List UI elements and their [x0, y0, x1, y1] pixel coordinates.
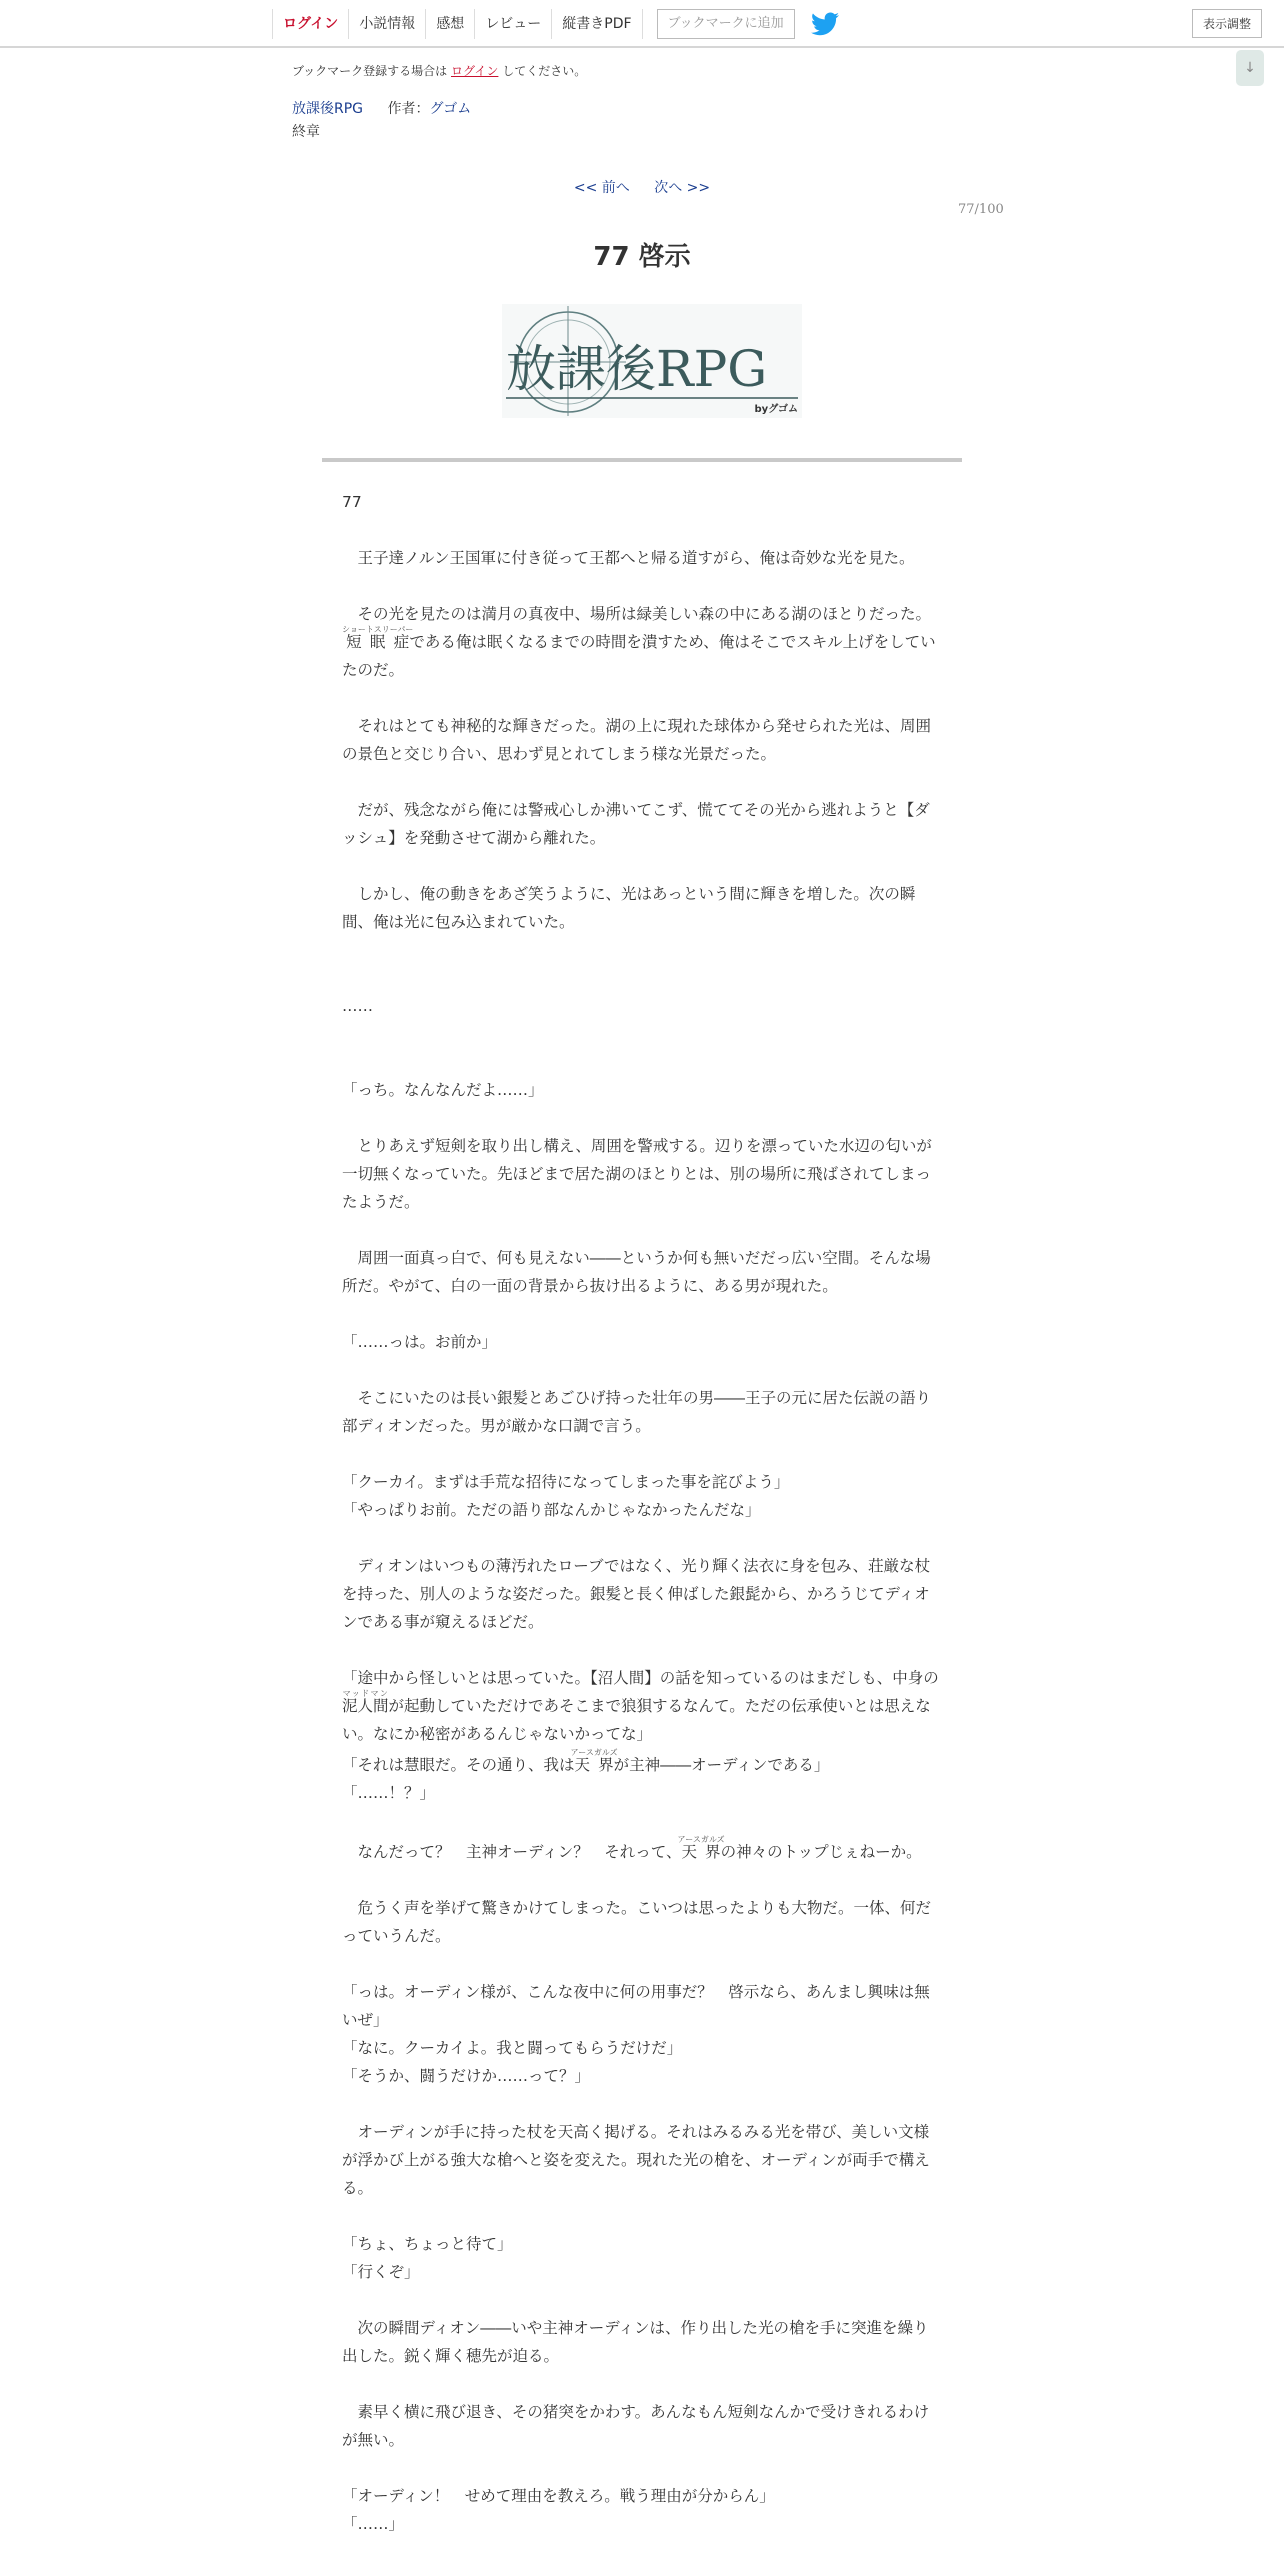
body-paragraph: それはとても神秘的な輝きだった。湖の上に現れた球体から発せられた光は、周囲の景色と交じり合い、思わず見とれてしまう様な光景だった。	[342, 717, 932, 763]
title-divider	[322, 458, 962, 462]
episode-pager	[0, 177, 1284, 197]
body-paragraph: だが、残念ながら俺には警戒心しか沸いてこず、慌ててその光から逃れようと【ダッシュ】を発動させて湖から離れた。	[342, 801, 930, 847]
next-episode-link[interactable]: 次へ >>	[654, 180, 711, 196]
body-paragraph: 「っち。なんなんだよ……」	[342, 1081, 544, 1099]
body-paragraph: 「クーカイ。まずは手荒な招待になってしまった事を詫びよう」	[342, 1473, 790, 1491]
banner-byline: byグゴム	[754, 404, 798, 415]
bookmark-login-note	[292, 62, 586, 79]
episode-count: 77/100	[958, 202, 1004, 217]
ruby-mudman: 泥人間マッドマン	[342, 1689, 389, 1715]
body-paragraph: 77	[342, 493, 362, 511]
main-nav	[272, 8, 839, 40]
body-paragraph: 「っは。オーディン様が、こんな夜中に何の用事だ？ 啓示なら、あんまし興味は無いぜ」	[342, 1983, 930, 2029]
vertical-pdf-link[interactable]: 縦書きPDF	[551, 9, 642, 39]
novel-info-line	[292, 98, 471, 118]
display-settings-button[interactable]: 表示調整	[1192, 9, 1262, 38]
login-note-link[interactable]: ログイン	[451, 64, 499, 78]
body-paragraph: 「行くぞ」	[342, 2263, 420, 2281]
review-link[interactable]: レビュー	[474, 9, 551, 39]
title-banner-image	[502, 304, 802, 418]
body-paragraph: その光を見たのは満月の真夜中、場所は緑美しい森の中にある湖のほとりだった。短眠症ショートスリーパーである俺は眠くなるまでの時間を潰すため、俺はそこでスキル上げをしていたのだ。	[342, 605, 936, 679]
body-paragraph: 王子達ノルン王国軍に付き従って王都へと帰る道すがら、俺は奇妙な光を見た。	[342, 549, 915, 567]
novel-info-link[interactable]: 小説情報	[348, 9, 425, 39]
ruby-asgard: 天界アースガルズ	[570, 1748, 618, 1774]
body-paragraph: ディオンはいつもの薄汚れたローブではなく、光り輝く法衣に身を包み、荘厳な杖を持った、別人のような姿だった。銀髪と長く伸ばした銀髭から、かろうじてディオンである事が窺えるほどだ。	[342, 1557, 931, 1631]
body-paragraph: 「オーディン！ せめて理由を教えろ。戦う理由が分からん」	[342, 2487, 775, 2505]
body-paragraph: そこにいたのは長い銀髪とあごひげ持った壮年の男――王子の元に居た伝説の語り部ディオンだった。男が厳かな口調で言う。	[342, 1389, 932, 1435]
body-paragraph: しかし、俺の動きをあざ笑うように、光はあっという間に輝きを増した。次の瞬間、俺は光に包み込まれていた。	[342, 885, 916, 931]
body-paragraph: 「……っは。お前か」	[342, 1333, 498, 1351]
chapter-name: 終章	[292, 124, 320, 140]
scroll-down-arrow-icon[interactable]: ↓	[1236, 50, 1264, 86]
login-link[interactable]: ログイン	[272, 9, 348, 39]
body-paragraph: 周囲一面真っ白で、何も見えない――というか何も無いだだっ広い空間。そんな場所だ。やがて、白の一面の背景から抜け出るように、ある男が現れた。	[342, 1249, 931, 1295]
login-note-text-end: してください。	[502, 64, 587, 78]
prev-episode-link[interactable]: << 前へ	[573, 180, 630, 196]
body-paragraph: オーディンが手に持った杖を天高く掲げる。それはみるみる光を帯び、美しい文様が浮かび上がる強大な槍へと姿を変えた。現れた光の槍を、オーディンが両手で構える。	[342, 2123, 930, 2197]
body-paragraph: 「……」	[342, 2515, 405, 2533]
banner-title-text: 放課後RPG	[506, 340, 768, 398]
body-paragraph: 「それは慧眼だ。その通り、我は天界アースガルズが主神――オーディンである」	[342, 1748, 830, 1774]
twitter-bird-icon[interactable]	[811, 12, 839, 36]
episode-title: 77 啓示	[593, 242, 691, 272]
body-paragraph: 素早く横に飛び退き、その猪突をかわす。あんなもん短剣なんかで受けきれるわけが無い。	[342, 2403, 930, 2449]
impressions-link[interactable]: 感想	[425, 9, 474, 39]
body-paragraph: ……	[342, 997, 373, 1015]
body-paragraph: とりあえず短剣を取り出し構え、周囲を警戒する。辺りを漂っていた水辺の匂いが一切無くなっていた。先ほどまで居た湖のほとりとは、別の場所に飛ばされてしまったようだ。	[342, 1137, 932, 1211]
body-paragraph: 「やっぱりお前。ただの語り部なんかじゃなかったんだな」	[342, 1501, 761, 1519]
ruby-asgard-2: 天界アースガルズ	[677, 1835, 725, 1861]
body-paragraph: 「そうか、闘うだけか……って？」	[342, 2067, 591, 2085]
top-navigation-bar	[0, 0, 1284, 48]
author-label: 作者：	[387, 101, 430, 117]
ruby-short-sleeper: 短眠症ショートスリーパー	[342, 625, 414, 651]
body-paragraph: 「途中から怪しいとは思っていた。【沼人間】の話を知っているのはまだしも、中身の泥人間マッドマンが起動していただけであそこまで狼狽するなんて。ただの伝承使いとは思えない。なにか秘密があるんじゃないかってな」	[342, 1669, 939, 1743]
body-paragraph: 「なに。クーカイよ。我と闘ってもらうだけだ」	[342, 2039, 683, 2057]
body-paragraph: なんだって？ 主神オーディン？ それって、天界アースガルズの神々のトップじぇねーか。	[342, 1835, 922, 1861]
novel-body-text	[342, 488, 942, 2538]
author-link[interactable]: グゴム	[429, 101, 472, 117]
add-bookmark-button[interactable]: ブックマークに追加	[657, 9, 795, 39]
body-paragraph: 危うく声を挙げて驚きかけてしまった。こいつは思ったよりも大物だ。一体、何だっていうんだ。	[342, 1899, 932, 1945]
body-paragraph: 「ちょ、ちょっと待て」	[342, 2235, 513, 2253]
novel-title-link[interactable]: 放課後RPG	[292, 101, 364, 117]
body-paragraph: 次の瞬間ディオン――いや主神オーディンは、作り出した光の槍を手に突進を繰り出した。鋭く輝く穂先が迫る。	[342, 2319, 929, 2365]
body-paragraph: 「……！？」	[342, 1784, 436, 1802]
login-note-text: ブックマーク登録する場合は	[292, 64, 448, 78]
